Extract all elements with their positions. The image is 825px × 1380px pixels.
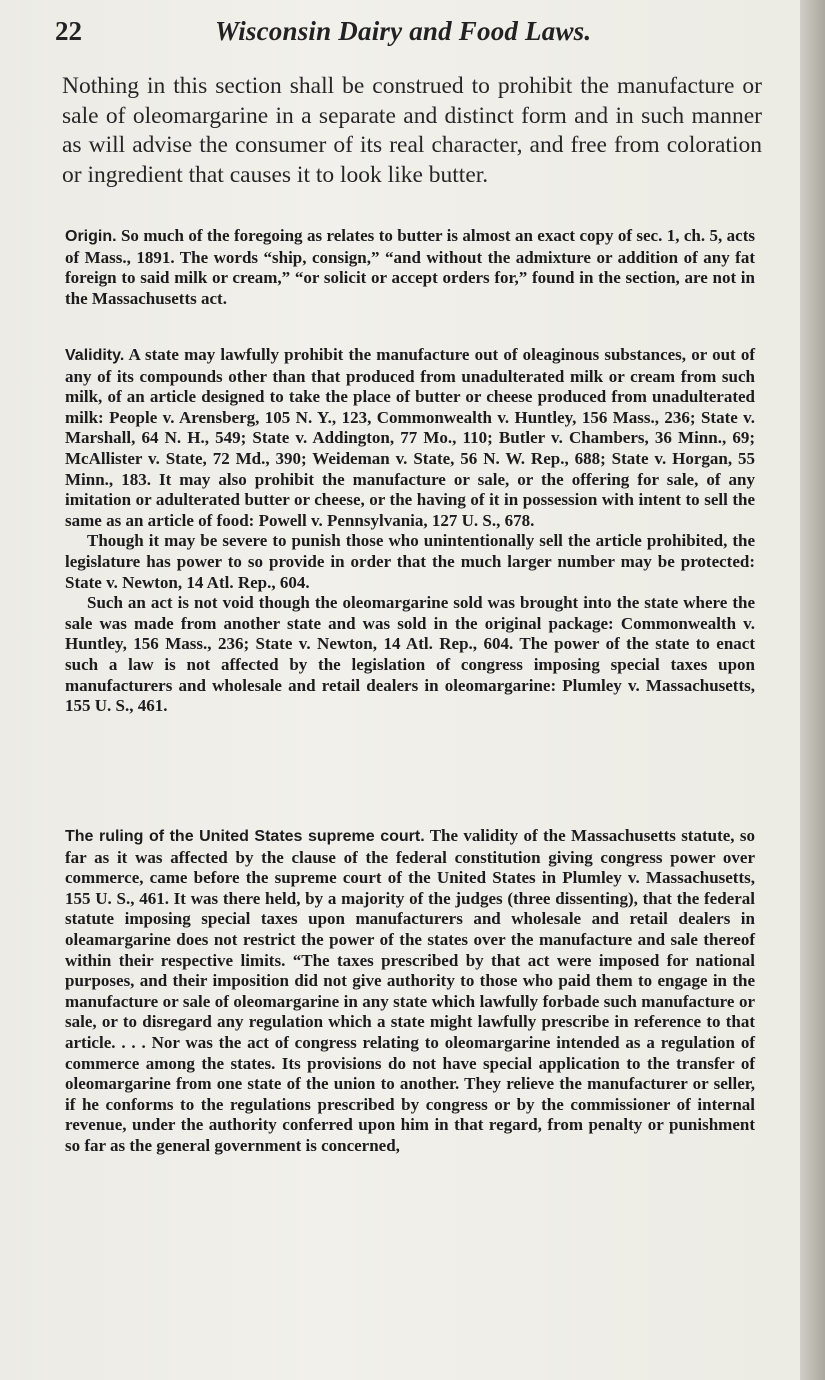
annotation-paragraph: Though it may be severe to punish those who unintentionally sell the article prohibited, the legislature has power to so provide in order that the much larger number may be protected: State v. Newton, 14 Atl. Rep., 604. — [65, 531, 755, 592]
annotation-heading: Validity. — [65, 347, 125, 364]
annotation-ruling — [65, 826, 755, 1157]
annotation-origin — [65, 226, 755, 309]
page-number: 22 — [55, 16, 82, 46]
annotation-paragraph: Such an act is not void though the oleomargarine sold was brought into the state where the sale was made from another state and was sold in the original package: Commonwealth v. Huntley, 156 Mass., 236; State v. Newton, 14 Atl. Rep., 604. The power of the state to enact such a law is not affected by the legislation of congress imposing special taxes upon manufacturers and wholesale and retail dealers in oleomargarine: Plumley v. Massachusetts, 155 U. S., 461. — [65, 593, 755, 716]
annotation-body: A state may lawfully prohibit the manufacture out of oleaginous substances, or out of any of its compounds other than that produced from unadulterated milk or cream from such milk, of an article designed to take the place of butter or cheese produced from unadulterated milk: People v. Arensberg, 105 N. Y., 123, Commonwealth v. Huntley, 156 Mass., 236; State v. Marshall, 64 N. H., 549; State v. Addington, 77 Mo., 110; Butler v. Chambers, 36 Minn., 69; McAllister v. State, 72 Md., 390; Weideman v. State, 56 N. W. Rep., 688; State v. Horgan, 55 Minn., 183. It may also prohibit the manufacture or sale, or the offering for sale, of any imitation or adulterated butter or cheese, or the having of it in possession with intent to sell the same as an article of food: Powell v. Pennsylvania, 127 U. S., 678. — [65, 345, 755, 530]
annotation-validity — [65, 345, 755, 717]
statute-text: Nothing in this section shall be construed to prohibit the manufacture or sale of oleomargarine in a separate and distinct form and in such manner as will advise the consumer of its real character, and free from coloration or ingredient that causes it to look like butter. — [62, 73, 762, 188]
annotation-body: So much of the foregoing as relates to butter is almost an exact copy of sec. 1, ch. 5, acts of Mass., 1891. The words “ship, consign,” “and without the admixture or addition of any fat foreign to said milk or cream,” “or solicit or accept orders for,” found in the section, are not in the Massachusetts act. — [65, 226, 755, 308]
annotation-heading: The ruling of the United States supreme court. — [65, 828, 425, 845]
annotation-heading: Origin. — [65, 228, 117, 245]
page-header — [55, 16, 755, 52]
running-title: Wisconsin Dairy and Food Laws. — [215, 16, 592, 46]
page-edge — [800, 0, 825, 1380]
annotation-body: The validity of the Massachusetts statute, so far as it was affected by the clause of the federal constitution giving congress power over commerce, came before the supreme court of the United States in Plumley v. Massachusetts, 155 U. S., 461. It was there held, by a majority of the judges (three dissenting), that the federal statute imposing special taxes upon manufacturers and wholesale and retail dealers in oleamargarine does not restrict the power of the states over the manufacture and sale thereof within their respective limits. “The taxes prescribed by that act were imposed for national purposes, and their imposition did not give authority to those who paid them to engage in the manufacture or sale of oleomargarine in any state which lawfully forbade such manufacture or sale, or to disregard any regulation which a state might lawfully prescribe in reference to that article. . . . Nor was the act of congress relating to oleomargarine intended as a regulation of commerce among the states. Its provisions do not have special application to the transfer of oleomargarine from one state of the union to another. They relieve the manufacturer or seller, if he conforms to the regulations prescribed by congress or by the commissioner of internal revenue, under the authority conferred upon him in that regard, from penalty or punishment so far as the general government is concerned, — [65, 826, 755, 1155]
